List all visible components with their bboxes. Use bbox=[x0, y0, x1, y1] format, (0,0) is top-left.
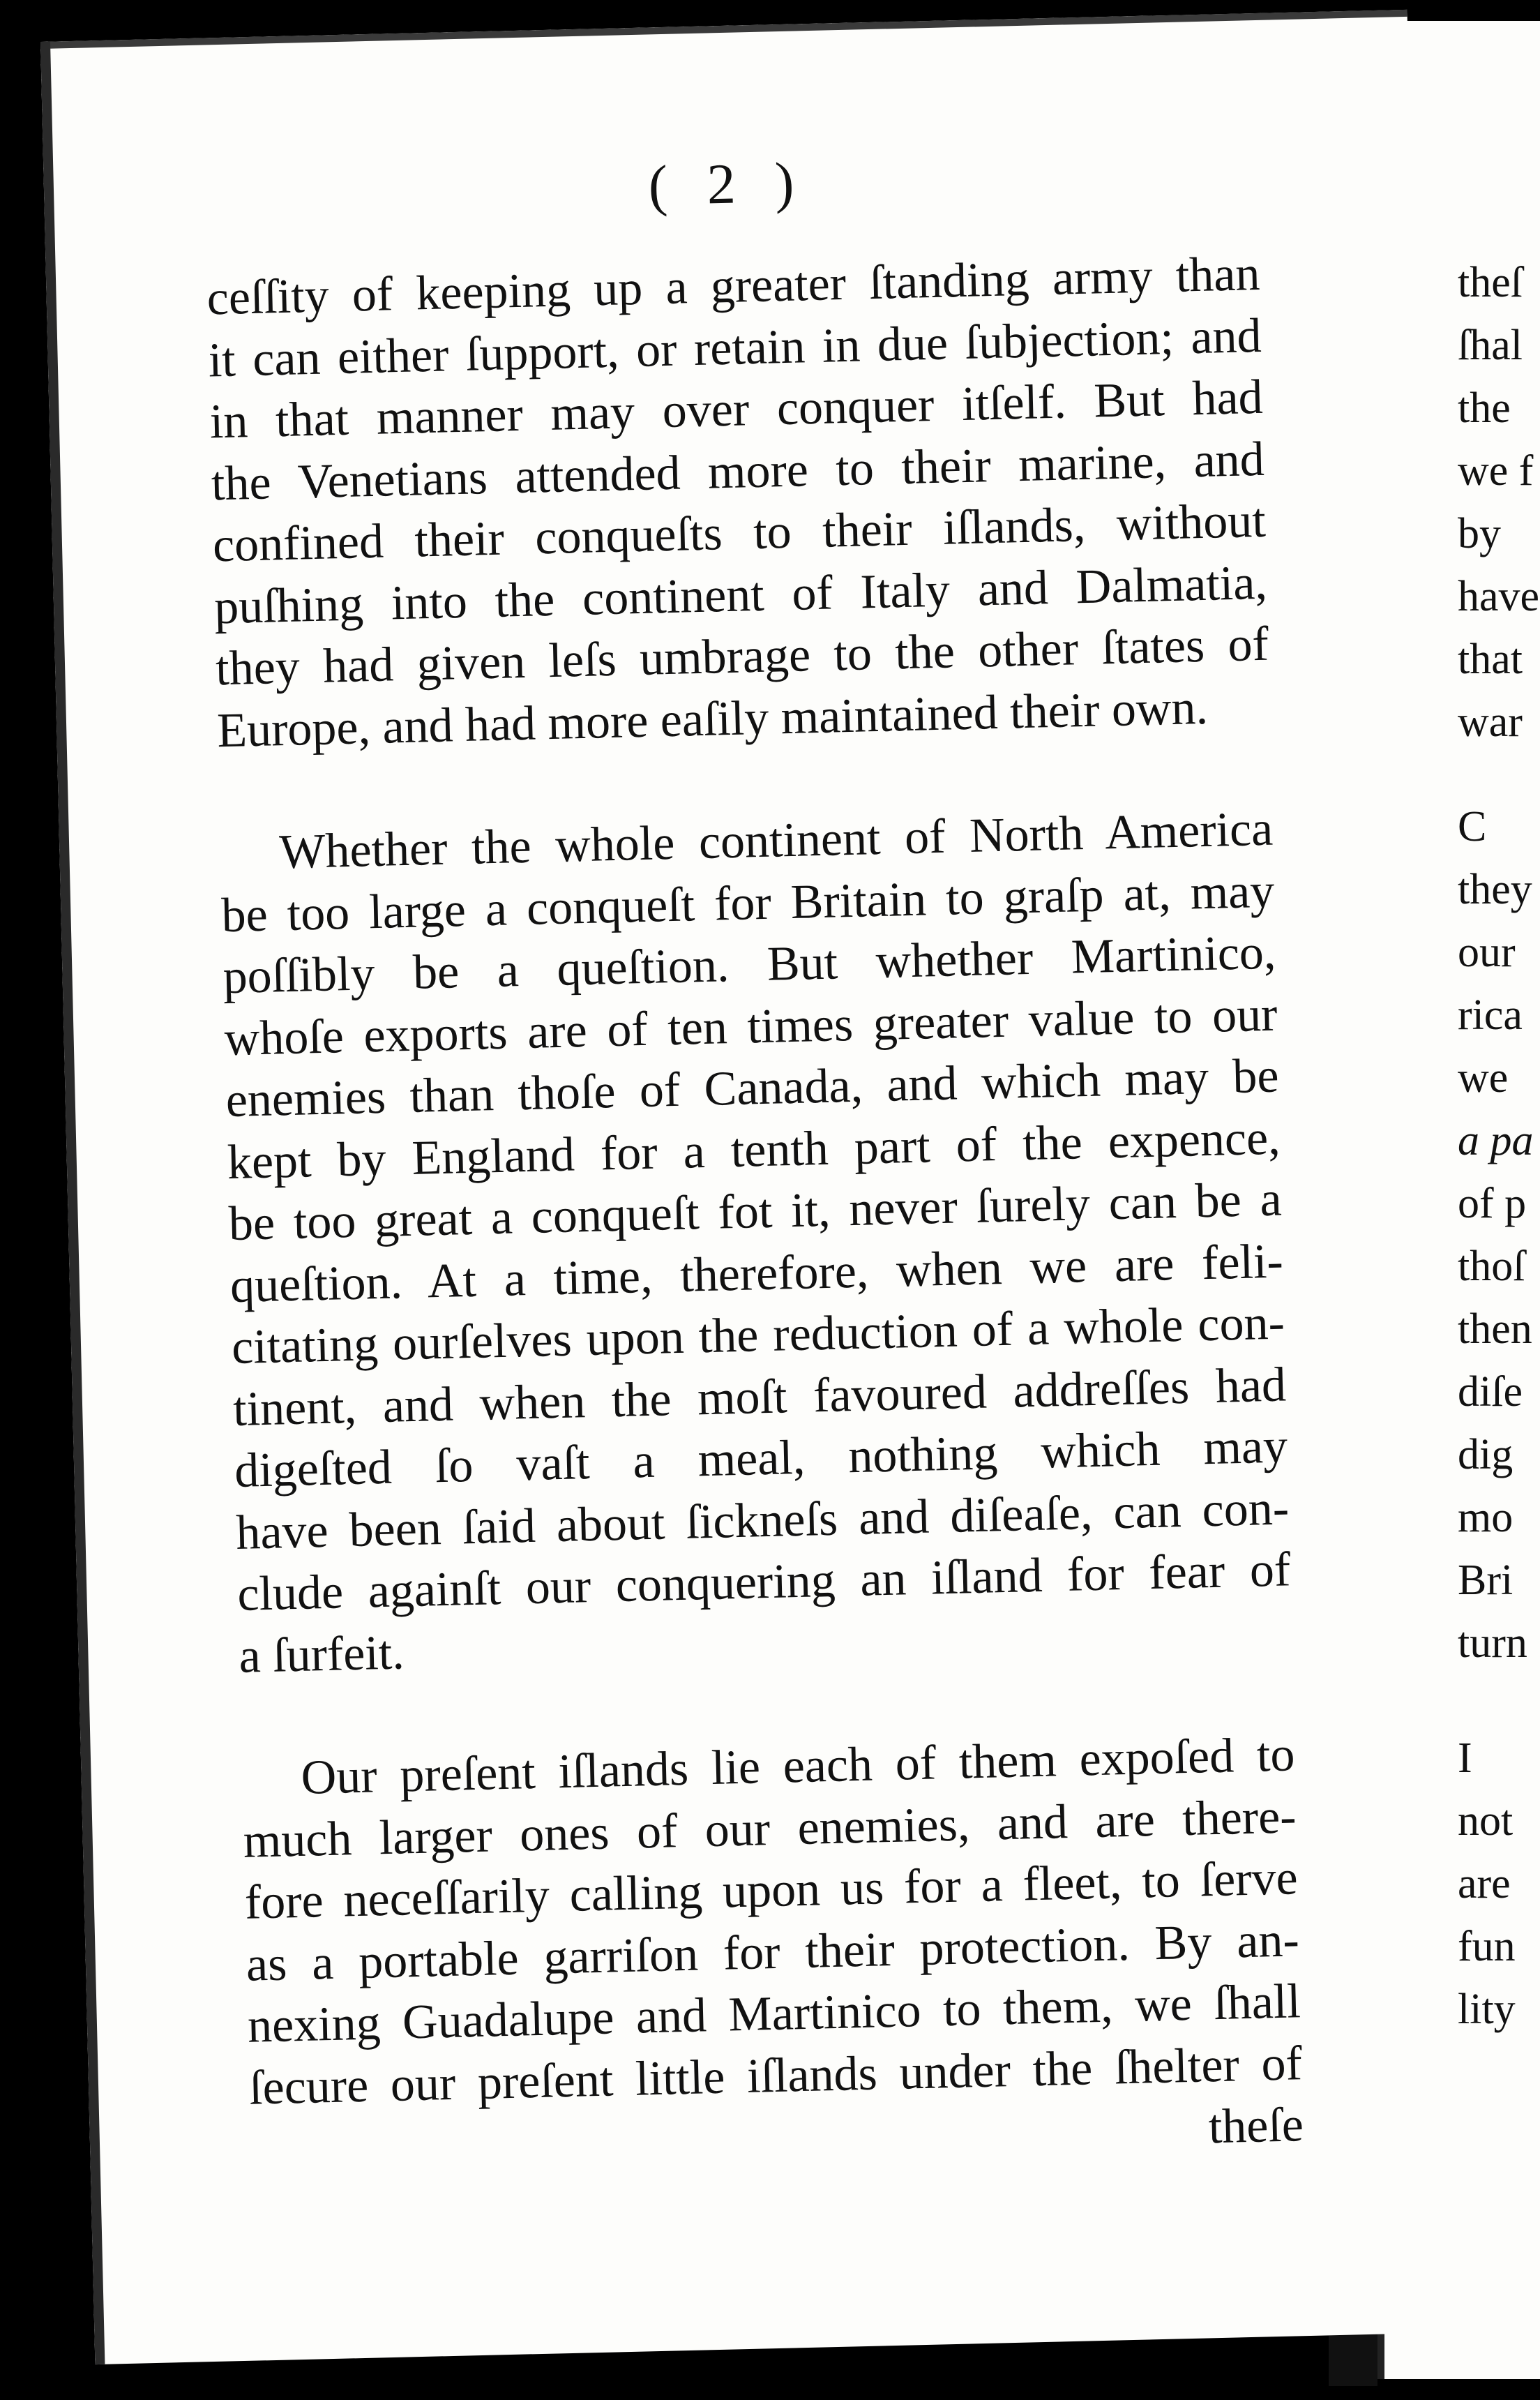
right-page-line-fragment: lity bbox=[1458, 1986, 1516, 2033]
text-line: ſecure our preſent little iſlands under the ſhelter of bbox=[248, 2036, 1303, 2115]
right-page-line-fragment: ſhal bbox=[1458, 322, 1523, 369]
right-page-line-fragment: war bbox=[1458, 698, 1523, 746]
text-line: be too large a conqueſt for Britain to graſp at, may bbox=[220, 864, 1276, 943]
right-page-line-fragment: we f bbox=[1458, 447, 1534, 495]
right-page-line-fragment: are bbox=[1458, 1860, 1511, 1907]
catchword: theſe bbox=[1207, 2098, 1304, 2154]
text-line: much larger ones of our enemies, and are there- bbox=[242, 1789, 1297, 1868]
right-page-line-fragment: by bbox=[1458, 510, 1501, 557]
right-page-line-fragment: have bbox=[1458, 573, 1540, 620]
right-page-line-fragment: I bbox=[1458, 1734, 1472, 1782]
text-line: tinent, and when the moſt favoured addreſſes had bbox=[232, 1357, 1287, 1437]
right-page-line-fragment: mo bbox=[1458, 1494, 1513, 1541]
text-line: clude againſt our conquering an iſland for fear of bbox=[236, 1543, 1291, 1621]
page-number: ( 2 ) bbox=[647, 150, 808, 218]
text-line: fore neceſſarily calling upon us for a fleet, to ſerve bbox=[244, 1851, 1299, 1930]
right-page-line-fragment: thoſ bbox=[1458, 1243, 1525, 1290]
text-line: it can either ſupport, or retain in due ſubjection; and bbox=[207, 308, 1262, 387]
right-page-line-fragment: Bri bbox=[1458, 1557, 1513, 1604]
right-page-line-fragment: then bbox=[1458, 1305, 1532, 1353]
text-line: citating ourſelves upon the reduction of a whole con- bbox=[231, 1296, 1285, 1375]
text-line: the Venetians attended more to their marine, and bbox=[211, 432, 1265, 511]
text-line: puſhing into the continent of Italy and Dalmatia, bbox=[213, 555, 1268, 634]
text-line: kept by England for a tenth part of the expence, bbox=[227, 1111, 1281, 1190]
right-page-line-fragment: our bbox=[1458, 929, 1516, 976]
right-page-line-fragment: turn bbox=[1458, 1619, 1527, 1667]
text-line: whoſe exports are of ten times greater value to our bbox=[223, 987, 1278, 1066]
text-line: as a portable garriſon for their protection. By an- bbox=[246, 1912, 1300, 1992]
text-line: Our preſent iſlands lie each of them expoſed to bbox=[300, 1727, 1296, 1805]
text-line: nexing Guadalupe and Martinico to them, we ſhall bbox=[247, 1974, 1301, 2053]
text-line: confined their conqueſts to their iſlands, without bbox=[212, 493, 1267, 573]
text-line: be too great a conqueſt fot it, never ſurely can be a bbox=[228, 1172, 1283, 1252]
body-text bbox=[206, 243, 1304, 2181]
left-page bbox=[40, 10, 1462, 2364]
right-page-line-fragment: dig bbox=[1458, 1431, 1513, 1478]
right-page-line-fragment: of p bbox=[1458, 1180, 1527, 1227]
text-line: Europe, and had more eaſily maintained their own. bbox=[216, 680, 1209, 758]
right-page-line-fragment: theſ bbox=[1458, 259, 1523, 306]
right-page-line-fragment: that bbox=[1458, 636, 1523, 683]
right-page-line-fragment: C bbox=[1458, 803, 1487, 850]
text-line: Whether the whole continent of North America bbox=[278, 802, 1274, 880]
text-line: a ſurfeit. bbox=[238, 1625, 405, 1683]
right-page-line-fragment: a pa bbox=[1458, 1117, 1534, 1164]
text-line: ceſſity of keeping up a greater ſtanding army than bbox=[206, 246, 1261, 326]
right-page-line-fragment: the bbox=[1458, 384, 1511, 432]
text-line: poſſibly be a queſtion. But whether Martinico, bbox=[222, 925, 1277, 1005]
text-line: digeſted ſo vaſt a meal, nothing which may bbox=[234, 1419, 1288, 1499]
right-page-line-fragment: diſe bbox=[1458, 1368, 1523, 1416]
right-page-line-fragment: rica bbox=[1458, 991, 1523, 1039]
text-line: they had given leſs umbrage to the other ſtates of bbox=[215, 617, 1269, 696]
text-line: have been ſaid about ſickneſs and diſeaſe, can con- bbox=[235, 1480, 1290, 1560]
right-page-line-fragment: they bbox=[1458, 866, 1532, 913]
right-page-line-fragment: we bbox=[1458, 1054, 1509, 1102]
text-line: queſtion. At a time, therefore, when we are feli- bbox=[229, 1234, 1284, 1313]
text-line: in that manner may over conquer itſelf. But had bbox=[209, 370, 1264, 449]
text-line: enemies than thoſe of Canada, and which may be bbox=[225, 1049, 1280, 1128]
right-page-line-fragment: not bbox=[1458, 1797, 1513, 1845]
right-page-line-fragment: fun bbox=[1458, 1923, 1516, 1970]
